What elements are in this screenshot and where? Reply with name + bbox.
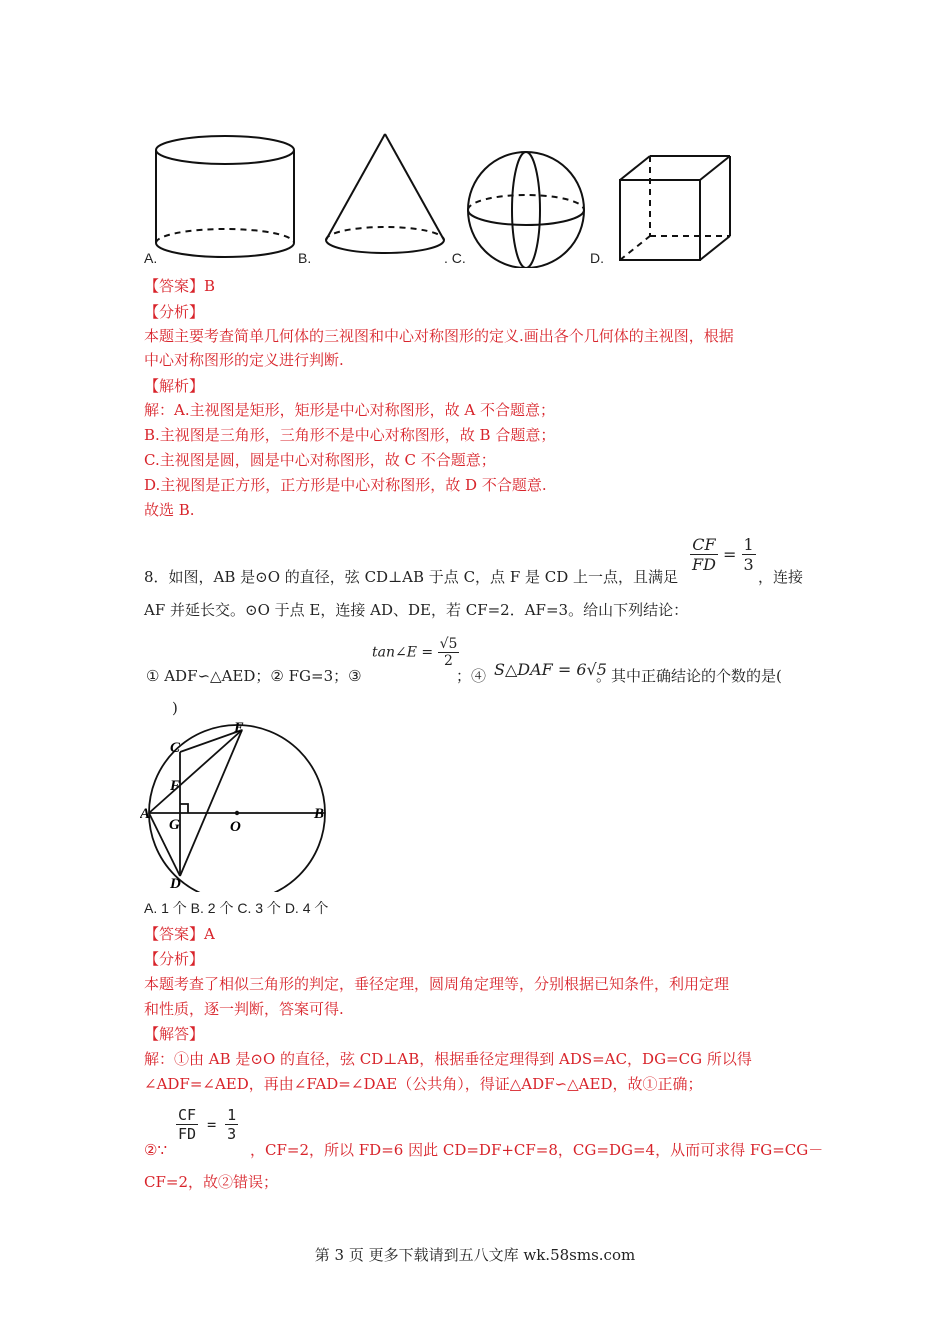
segment-de <box>180 730 242 876</box>
step2-prefix: ②∵ <box>144 1141 167 1159</box>
cube-figure <box>620 156 730 260</box>
label-a: A <box>140 806 151 822</box>
step2-frac-num: CF <box>178 1106 197 1124</box>
segment-ae <box>149 730 242 813</box>
q8-line1 <box>144 567 678 587</box>
q8-tan-num: √5 <box>439 636 458 652</box>
solids-figure <box>140 128 740 268</box>
label-f: F <box>170 778 181 794</box>
q8-tan-frac <box>438 636 460 669</box>
q7-analysis-line: 中心对称图形的定义进行判断. <box>144 351 344 369</box>
q8-frac-rhs-den: 3 <box>743 555 754 574</box>
q7-solution-head: 【解析】 <box>144 377 205 395</box>
q8-answer: 【答案】A <box>144 925 215 943</box>
q7-answer: 【答案】B <box>144 277 216 295</box>
step2-frac-rhs-num: 1 <box>227 1106 237 1124</box>
label-c: C <box>170 740 181 756</box>
q8-conclusion-paren: ) <box>172 699 178 717</box>
q8-tan-expr <box>372 636 459 669</box>
step2-frac-left <box>176 1106 198 1143</box>
option-d-label: D. <box>590 250 604 266</box>
q7-solution-line: 故选 B. <box>144 501 195 519</box>
q7-solution-line: 解：A.主视图是矩形，矩形是中心对称图形，故 A 不合题意； <box>144 401 555 419</box>
q8-area-expr: S△DAF = 6√5 <box>494 660 607 679</box>
q8-choices: A. 1 个 B. 2 个 C. 3 个 D. 4 个 <box>144 900 329 916</box>
label-b: B <box>314 806 325 822</box>
option-c-label: . C. <box>444 250 466 266</box>
q7-solution-line: C.主视图是圆，圆是中心对称图形，故 C 不合题意； <box>144 451 496 469</box>
q7-analysis-head: 【分析】 <box>144 303 205 321</box>
right-angle-mark <box>180 804 188 813</box>
step2-frac-den: FD <box>178 1125 197 1143</box>
q8-line1-text: 8．如图，AB 是⊙O 的直径，弦 CD⊥AB 于点 C，点 F 是 CD 上一点，且满足 <box>144 568 679 586</box>
q8-frac-den: FD <box>692 555 716 574</box>
page-footer: 第 3 页 更多下载请到五八文库 wk.58sms.com <box>314 1246 636 1264</box>
q7-solution-line: B.主视图是三角形，三角形不是中心对称图形，故 B 合题意； <box>144 426 556 444</box>
sphere-figure <box>468 152 584 268</box>
q8-frac-rhs-num: 1 <box>743 535 754 554</box>
q8-frac-left <box>690 535 718 574</box>
q8-fraction: $\frac{CF}{FD}$ = $\frac{1}{3}$ <box>692 535 754 574</box>
step2-fraction: $\frac{CF}{FD}$ = $\frac{1}{3}$ <box>178 1106 237 1143</box>
q8-conclusion-1: ① ADF∽△AED；② FG=3；③ <box>146 667 362 685</box>
q8-solution-line: 解：①由 AB 是⊙O 的直径，弦 CD⊥AB，根据垂径定理得到 ADS=AC，DG=CG 所以得 <box>144 1050 752 1068</box>
q7-solution-line: D.主视图是正方形，正方形是中心对称图形，故 D 不合题意. <box>144 476 547 494</box>
q8-analysis-line: 和性质，逐一判断，答案可得. <box>144 1000 344 1018</box>
q7-analysis-line: 本题主要考查简单几何体的三视图和中心对称图形的定义.画出各个几何体的主视图，根据 <box>144 327 734 345</box>
q8-tan-den: 2 <box>444 653 453 669</box>
q8-solution-head: 【解答】 <box>144 1025 205 1043</box>
step2-text: ，CF=2，所以 FD=6 因此 CD=DF+CF=8，CG=DG=4，从而可求得 FG=CG－ <box>250 1141 824 1159</box>
label-d: D <box>170 876 181 892</box>
q8-conclusion-tail: 。其中正确结论的个数的是( <box>596 667 782 685</box>
label-g: G <box>169 817 180 833</box>
option-a-label: A. <box>144 250 158 266</box>
segment-ce <box>180 730 242 752</box>
step2-text-cont: CF=2，故②错误； <box>144 1173 278 1191</box>
step2-frac-rhs-den: 3 <box>227 1125 237 1143</box>
q8-analysis-head: 【分析】 <box>144 950 205 968</box>
q8-frac-right <box>742 535 756 574</box>
label-e: E <box>234 720 245 736</box>
q8-analysis-line: 本题考查了相似三角形的判定，垂径定理，圆周角定理等，分别根据已知条件，利用定理 <box>144 975 730 993</box>
cylinder-figure <box>156 136 294 257</box>
q8-tan-label: tan∠E = <box>372 644 434 661</box>
cone-figure <box>326 134 444 253</box>
label-o: O <box>230 819 241 835</box>
circle-figure <box>140 716 330 892</box>
option-b-label: B. <box>298 250 312 266</box>
q8-conclusion-sep: ；④ <box>456 667 487 685</box>
q8-line1-tail: ，连接 <box>758 568 804 586</box>
step2-frac-right <box>225 1106 238 1143</box>
q8-solution-line: ∠ADF=∠AED，再由∠FAD=∠DAE（公共角），得证△ADF∽△AED，故①正确； <box>144 1075 703 1093</box>
q8-frac-num: CF <box>690 535 718 555</box>
q8-line2: AF 并延长交。⊙O 于点 E，连接 AD、DE，若 CF=2．AF=3。给山下列结论： <box>144 601 689 619</box>
center-point <box>235 811 239 815</box>
